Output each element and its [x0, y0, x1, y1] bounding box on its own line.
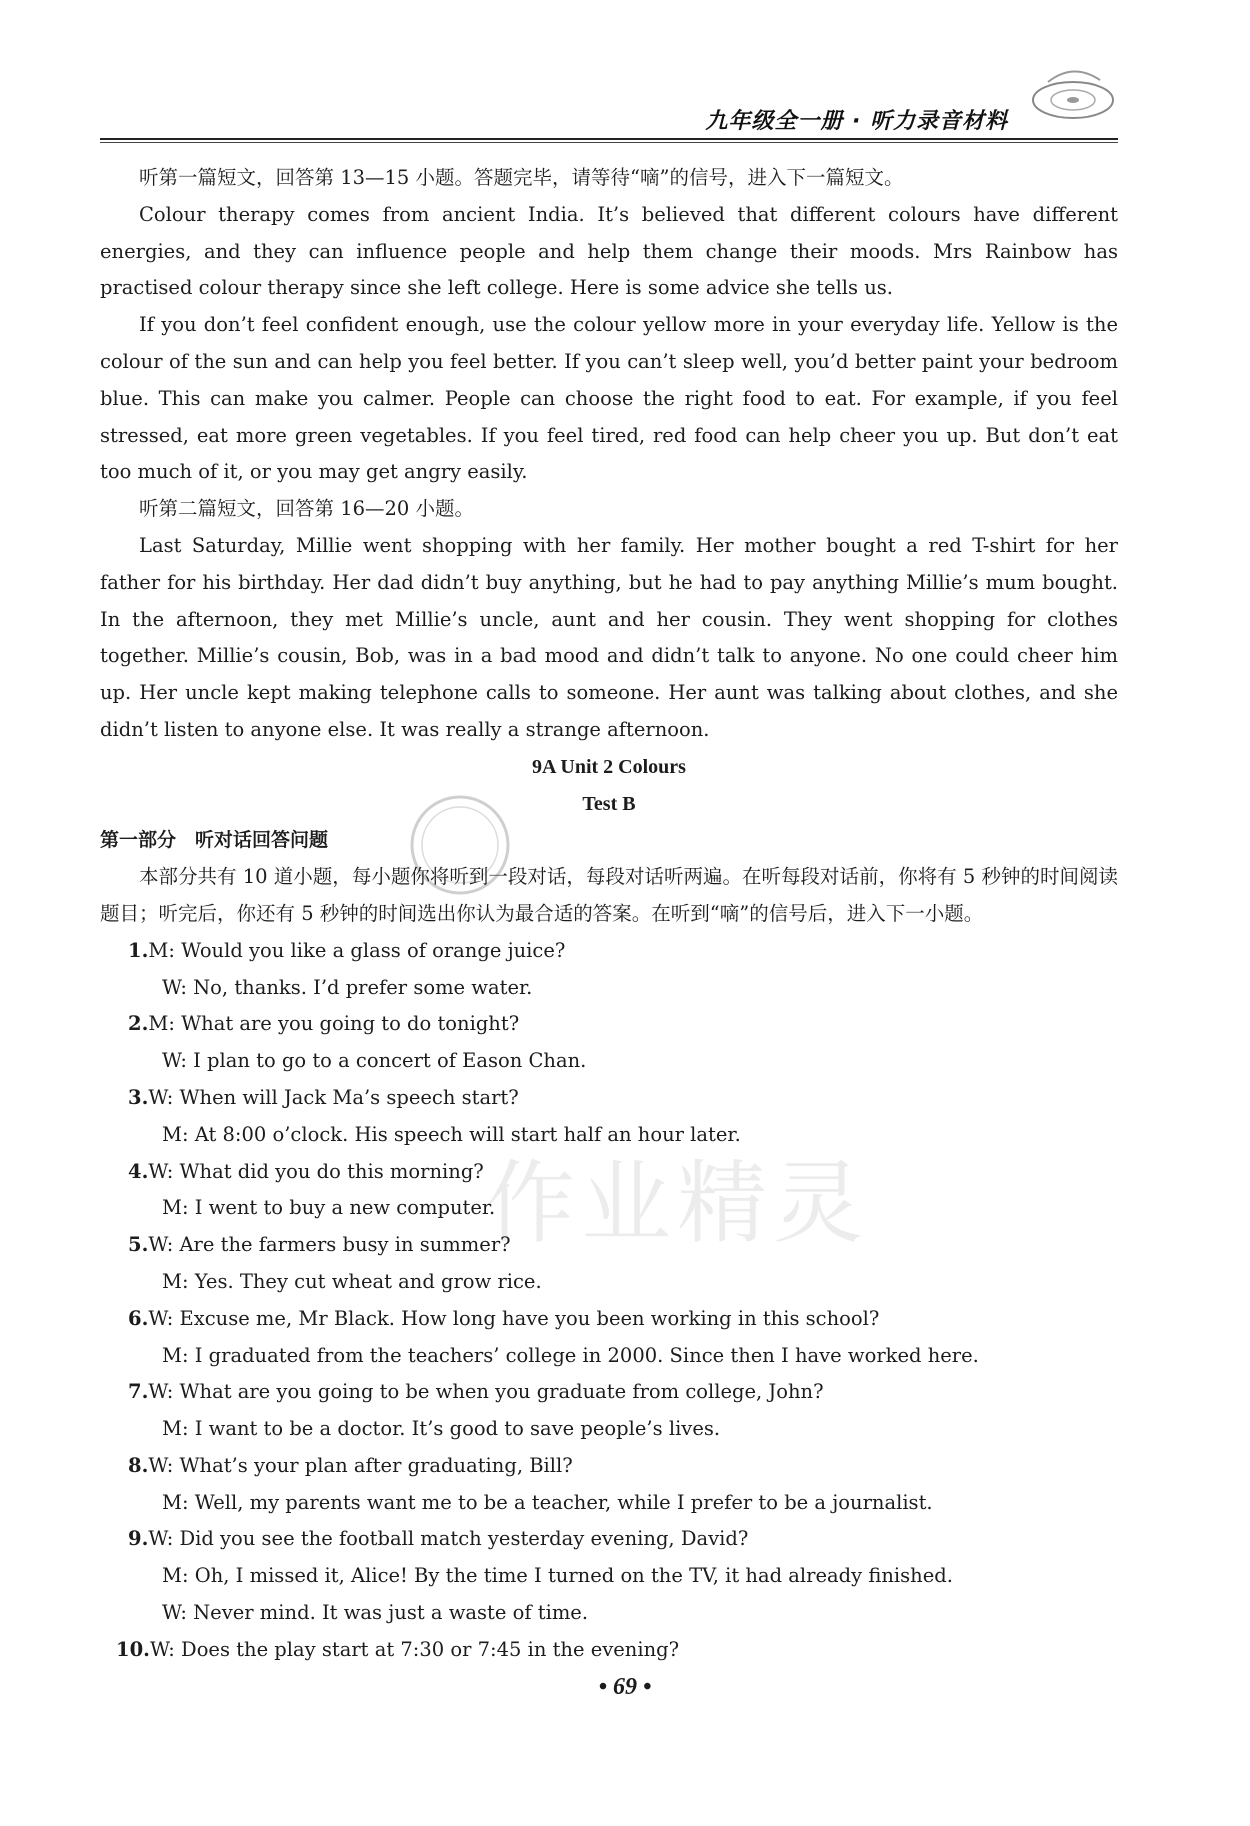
passage1-paragraph: Colour therapy comes from ancient India. It’s believed that different colours have different energies, and they can influence people and help them change their moods. Mrs Rainbow has practised colour therapy since she left college. Here is some advice she tells us.: [100, 202, 1118, 300]
dialogue-line: [100, 1448, 1118, 1485]
dialogue-line: [100, 933, 1118, 970]
dialogue-text: W: Are the farmers busy in summer?: [148, 1233, 511, 1257]
passage2-instruction: 听第二篇短文，回答第 16—20 小题。: [139, 497, 475, 521]
page-number: • 69 •: [598, 1674, 652, 1700]
dialogue-line: W: Never mind. It was just a waste of time.: [162, 1601, 589, 1625]
dialogue-text: W: What’s your plan after graduating, Bill?: [148, 1453, 573, 1477]
dialogue-1: [100, 933, 1118, 1007]
question-number: 5.: [128, 1233, 149, 1257]
passage2-paragraph: Last Saturday, Millie went shopping with her family. Her mother bought a red T-shirt for her father for his birthday. Her dad didn’t buy anything, but he had to pay anything Millie’s mum bought. In the afternoon, they met Millie’s uncle, aunt and her cousin. They went shopping for clothes together. Millie’s cousin, Bob, was in a bad mood and didn’t talk to anyone. No one could cheer him up. Her uncle kept making telephone calls to someone. Her aunt was talking about clothes, and she didn’t listen to anyone else. It was really a strange afternoon.: [100, 533, 1118, 741]
dialogue-line: M: I went to buy a new computer.: [162, 1196, 496, 1220]
unit-title: 9A Unit 2 Colours: [532, 755, 686, 778]
question-number: 9.: [128, 1527, 149, 1551]
dialogue-7: [100, 1374, 1118, 1448]
part1-intro: 本部分共有 10 道小题，每小题你将听到一段对话，每段对话听两遍。在听每段对话前，你将有 5 秒钟的时间阅读题目；听完后，你还有 5 秒钟的时间选出你认为最合适的答案。在听到“嘀”的信号后，进入下一小题。: [100, 865, 1118, 925]
dialogue-text: W: What are you going to be when you graduate from college, John?: [148, 1380, 824, 1404]
dialogue-line: [100, 1154, 1118, 1191]
dialogue-text: M: Would you like a glass of orange juice?: [148, 938, 566, 962]
dialogue-text: W: Did you see the football match yesterday evening, David?: [148, 1527, 749, 1551]
page-content: [100, 160, 1118, 1669]
dialogue-2: [100, 1006, 1118, 1080]
question-number: 8.: [128, 1453, 149, 1477]
dialogue-line: [100, 1374, 1118, 1411]
dialogue-8: [100, 1448, 1118, 1522]
header-title: 九年级全一册 · 听力录音材料: [705, 109, 1008, 134]
dialogue-3: [100, 1080, 1118, 1154]
dialogue-4: [100, 1154, 1118, 1228]
dialogue-line: [100, 1006, 1118, 1043]
dialogue-line: W: I plan to go to a concert of Eason Chan.: [162, 1049, 587, 1073]
dialogue-line: [100, 1301, 1118, 1338]
dialogue-line: M: Well, my parents want me to be a teacher, while I prefer to be a journalist.: [162, 1490, 933, 1514]
dialogue-10: [100, 1632, 1118, 1669]
dialogue-line: [100, 1080, 1118, 1117]
question-number: 2.: [128, 1012, 149, 1036]
dialogue-line: M: Yes. They cut wheat and grow rice.: [162, 1269, 542, 1293]
part1-heading: 第一部分 听对话回答问题: [100, 829, 329, 852]
header-rule-thin: [100, 142, 1118, 143]
passage1-paragraph: If you don’t feel confident enough, use the colour yellow more in your everyday life. Yellow is the colour of the sun and can help you feel better. If you can’t sleep well, you’d better paint your bedroom blue. This can make you calmer. People can choose the right food to eat. For example, if you feel stressed, eat more green vegetables. If you feel tired, red food can help cheer you up. But don’t eat too much of it, or you may get angry easily.: [100, 313, 1118, 484]
dialogue-text: W: Excuse me, Mr Black. How long have you been working in this school?: [148, 1306, 880, 1330]
dialogue-6: [100, 1301, 1118, 1375]
dialogue-text: W: When will Jack Ma’s speech start?: [148, 1085, 519, 1109]
passage1-instruction: 听第一篇短文，回答第 13—15 小题。答题完毕，请等待“嘀”的信号，进入下一篇短文。: [139, 166, 904, 189]
dialogue-text: W: Does the play start at 7:30 or 7:45 in the evening?: [149, 1637, 680, 1661]
dialogue-line: M: At 8:00 o’clock. His speech will start half an hour later.: [162, 1122, 741, 1146]
dialogue-line: M: Oh, I missed it, Alice! By the time I turned on the TV, it had already finished.: [162, 1564, 953, 1588]
test-title: Test B: [582, 792, 636, 815]
dialogue-line: M: I graduated from the teachers’ college in 2000. Since then I have worked here.: [162, 1343, 979, 1367]
question-number: 7.: [128, 1380, 149, 1404]
dialogue-line: [100, 1632, 1118, 1669]
dialogue-9: [100, 1521, 1118, 1631]
dialogue-line: [100, 1227, 1118, 1264]
dialogue-line: W: No, thanks. I’d prefer some water.: [162, 975, 533, 999]
page-header: [100, 60, 1118, 140]
question-number: 10.: [116, 1637, 150, 1661]
cd-disc-icon: [1028, 60, 1118, 130]
dialogue-5: [100, 1227, 1118, 1301]
question-number: 1.: [128, 938, 149, 962]
dialogue-text: M: What are you going to do tonight?: [148, 1012, 520, 1036]
question-number: 4.: [128, 1159, 149, 1183]
question-number: 6.: [128, 1306, 149, 1330]
dialogue-text: W: What did you do this morning?: [148, 1159, 484, 1183]
dialogue-line: M: I want to be a doctor. It’s good to save people’s lives.: [162, 1417, 721, 1441]
question-number: 3.: [128, 1085, 149, 1109]
header-rule: [100, 138, 1118, 140]
dialogue-line: [100, 1521, 1118, 1558]
watermark-text: 作业精灵: [485, 1151, 869, 1256]
